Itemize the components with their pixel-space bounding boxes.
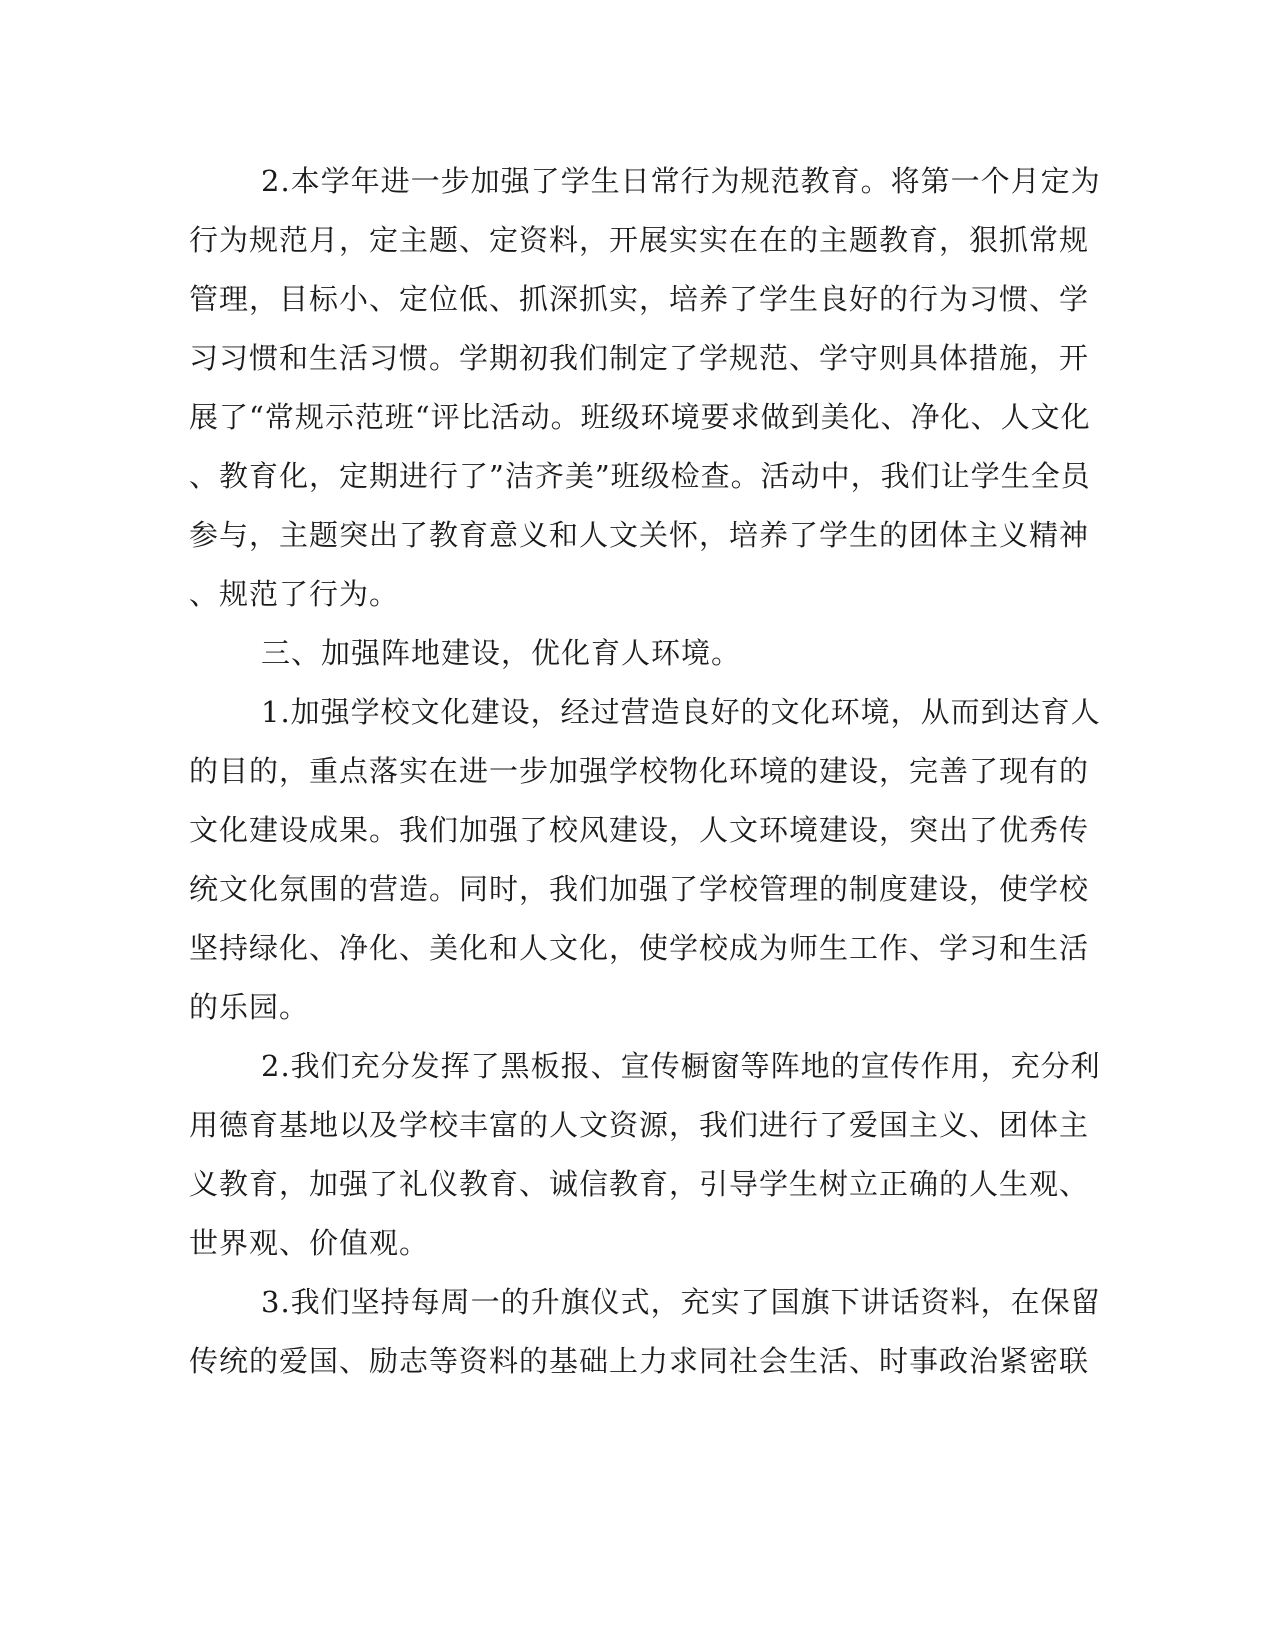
text-line: 文化建设成果。我们加强了校风建设，人文环境建设，突出了优秀传 — [189, 813, 1090, 847]
text-line: 、规范了行为。 — [189, 577, 400, 611]
text-line: 行为规范月，定主题、定资料，开展实实在在的主题教育，狠抓常规 — [189, 223, 1090, 257]
text-line: 3.我们坚持每周一的升旗仪式，充实了国旗下讲话资料，在保留 — [261, 1285, 1101, 1319]
text-line: 展了“常规示范班“评比活动。班级环境要求做到美化、净化、人文化 — [189, 400, 1091, 434]
text-line: 世界观、价值观。 — [189, 1226, 430, 1260]
text-line: 坚持绿化、净化、美化和人文化，使学校成为师生工作、学习和生活 — [189, 931, 1090, 965]
text-line: 2.本学年进一步加强了学生日常行为规范教育。将第一个月定为 — [261, 164, 1101, 198]
text-line: 用德育基地以及学校丰富的人文资源，我们进行了爱国主义、团体主 — [189, 1108, 1090, 1142]
text-line: 义教育，加强了礼仪教育、诚信教育，引导学生树立正确的人生观、 — [189, 1167, 1090, 1201]
text-line: 统文化氛围的营造。同时，我们加强了学校管理的制度建设，使学校 — [189, 872, 1090, 906]
text-line: 1.加强学校文化建设，经过营造良好的文化环境，从而到达育人 — [261, 695, 1101, 729]
text-line: 2.我们充分发挥了黑板报、宣传橱窗等阵地的宣传作用，充分利 — [261, 1049, 1101, 1083]
text-line: 的乐园。 — [189, 990, 310, 1024]
text-line: 传统的爱国、励志等资料的基础上力求同社会生活、时事政治紧密联 — [189, 1344, 1090, 1378]
text-line: 管理，目标小、定位低、抓深抓实，培养了学生良好的行为习惯、学 — [189, 282, 1090, 316]
text-line: 、教育化，定期进行了”洁齐美”班级检查。活动中，我们让学生全员 — [189, 459, 1091, 493]
text-line: 的目的，重点落实在进一步加强学校物化环境的建设，完善了现有的 — [189, 754, 1090, 788]
text-line: 参与，主题突出了教育意义和人文关怀，培养了学生的团体主义精神 — [189, 518, 1090, 552]
section-heading: 三、加强阵地建设，优化育人环境。 — [261, 636, 742, 670]
text-line: 习习惯和生活习惯。学期初我们制定了学规范、学守则具体措施，开 — [189, 341, 1090, 375]
